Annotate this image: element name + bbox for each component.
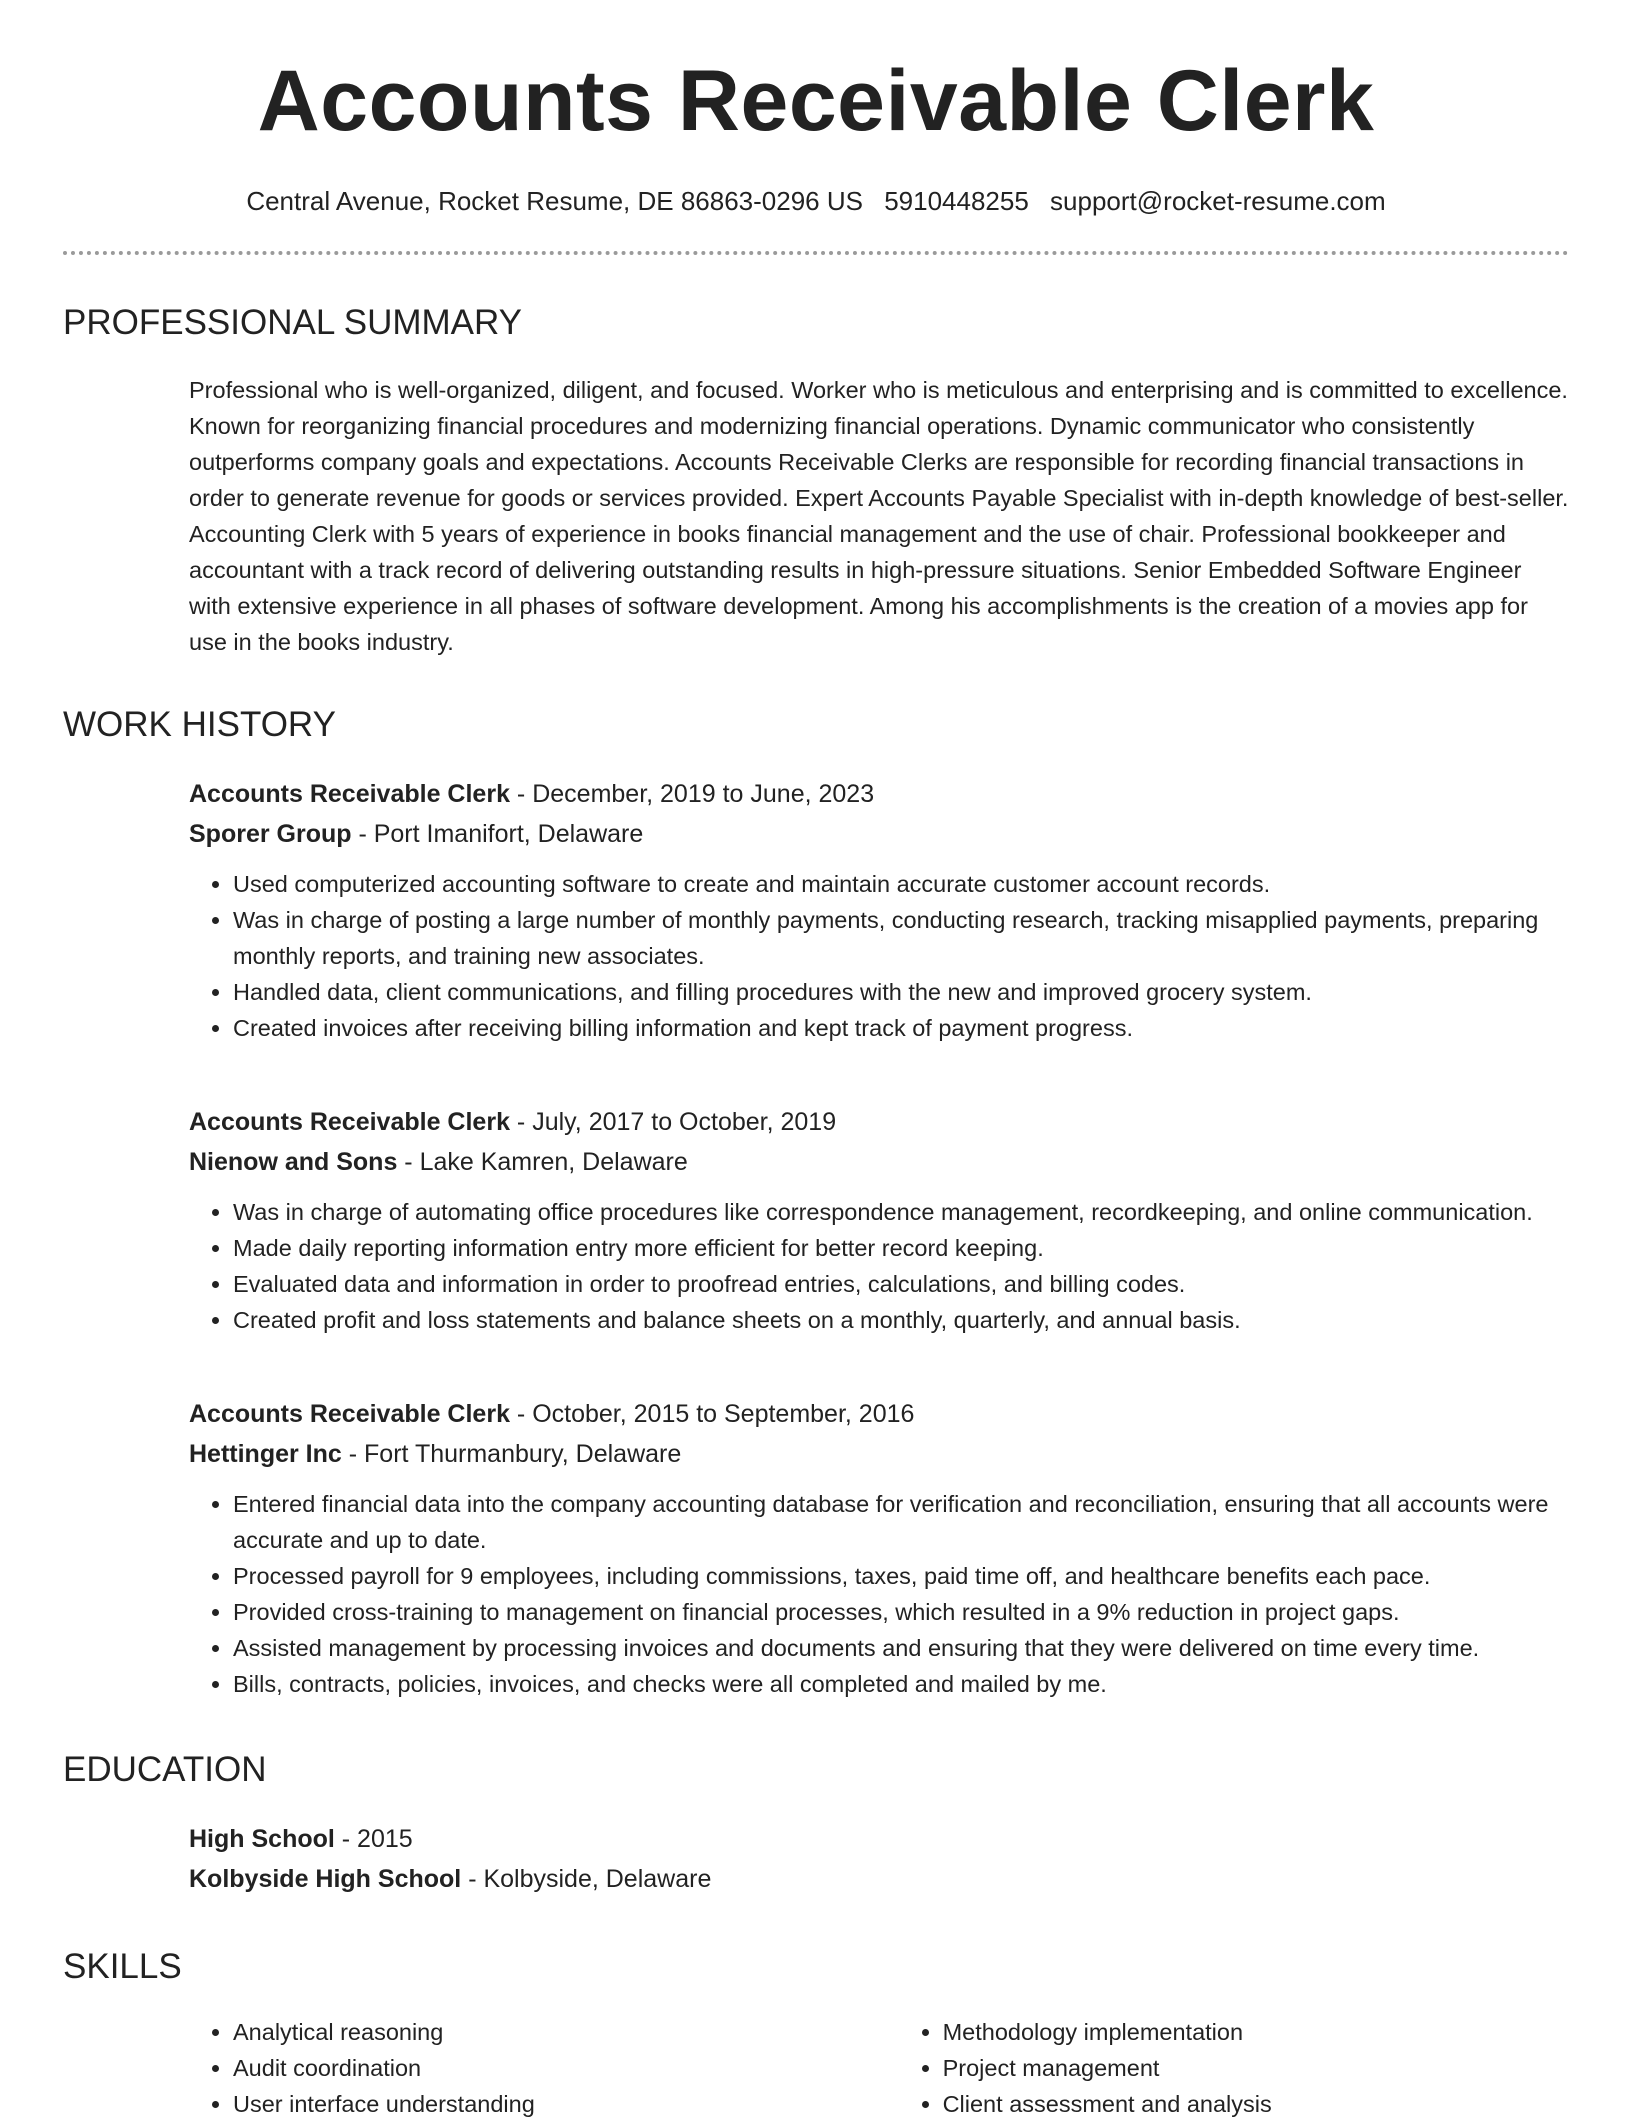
job-bullet: • Assisted management by processing invoices and documents and ensuring that they were delivered on time every time.	[233, 1630, 1569, 1666]
job-title-line	[189, 1102, 1569, 1142]
job-company-line	[189, 1142, 1569, 1182]
job-entry	[189, 1394, 1569, 1702]
education-body	[189, 1819, 1569, 1899]
job-company: Sporer Group	[189, 820, 352, 849]
job-bullet: • Bills, contracts, policies, invoices, and checks were all completed and mailed by me.	[233, 1666, 1569, 1702]
job-dates: - October, 2015 to September, 2016	[509, 1400, 915, 1429]
job-company-line	[189, 1434, 1569, 1474]
job-bullet: • Handled data, client communications, and filling procedures with the new and improved grocery system.	[233, 974, 1569, 1010]
education-location: - Kolbyside, Delaware	[461, 1865, 712, 1894]
contact-address: Central Avenue, Rocket Resume, DE 86863-0296 US	[246, 186, 863, 216]
job-location: - Port Imanifort, Delaware	[351, 820, 644, 849]
job-bullets	[189, 1486, 1569, 1702]
professional-summary-section	[63, 305, 1569, 660]
job-role: Accounts Receivable Clerk	[189, 780, 510, 809]
skill-item: • Audit coordination	[233, 2050, 899, 2086]
job-bullet: • Was in charge of posting a large number of monthly payments, conducting research, tracking misapplied payments, preparing monthly reports, and training new associates.	[233, 902, 1569, 974]
resume-header	[63, 0, 1569, 255]
section-title-education: EDUCATION	[63, 1750, 267, 1790]
job-bullets	[189, 1194, 1569, 1338]
job-bullet: • Processed payroll for 9 employees, including commissions, taxes, paid time off, and healthcare benefits each pace.	[233, 1558, 1569, 1594]
job-bullet: • Made daily reporting information entry more efficient for better record keeping.	[233, 1230, 1569, 1266]
contact-phone: 5910448255	[884, 186, 1029, 216]
job-location: - Lake Kamren, Delaware	[397, 1148, 688, 1177]
header-divider	[63, 251, 1569, 255]
summary-body	[189, 372, 1569, 660]
job-dates: - July, 2017 to October, 2019	[509, 1108, 837, 1137]
job-bullet: • Created invoices after receiving billing information and kept track of payment progress.	[233, 1010, 1569, 1046]
skills-grid	[189, 2014, 1569, 2122]
section-title-work-history: WORK HISTORY	[63, 705, 336, 745]
summary-text: Professional who is well-organized, diligent, and focused. Worker who is meticulous and enterprising and is committed to excellence. Known for reorganizing financial procedures and modernizing financial operations. Dynamic communicator who consistently outperforms company goals and expectations. Accounts Receivable Clerks are responsible for recording financial transactions in order to generate revenue for goods or services provided. Expert Accounts Payable Specialist with in-depth knowledge of best-seller. Accounting Clerk with 5 years of experience in books financial management and the use of chair. Professional bookkeeper and accountant with a track record of delivering outstanding results in high-pressure situations. Senior Embedded Software Engineer with extensive experience in all phases of software development. Among his accomplishments is the creation of a movies app for use in the books industry.	[189, 377, 1569, 656]
skill-item: • Project management	[943, 2050, 1569, 2086]
job-role: Accounts Receivable Clerk	[189, 1400, 510, 1429]
job-company: Nienow and Sons	[189, 1148, 398, 1177]
candidate-name: Accounts Receivable Clerk	[257, 53, 1375, 149]
contact-email: support@rocket-resume.com	[1050, 186, 1386, 216]
education-school: Kolbyside High School	[189, 1865, 462, 1894]
job-title-line	[189, 774, 1569, 814]
job-bullets	[189, 866, 1569, 1046]
work-history-body	[189, 774, 1569, 1702]
skill-item: • Methodology implementation	[943, 2014, 1569, 2050]
work-history-section	[63, 707, 1569, 1702]
job-bullet: • Was in charge of automating office procedures like correspondence management, recordkeeping, and online communication.	[233, 1194, 1569, 1230]
education-degree: High School	[189, 1825, 335, 1854]
job-bullet: • Provided cross-training to management on financial processes, which resulted in a 9% reduction in project gaps.	[233, 1594, 1569, 1630]
job-role: Accounts Receivable Clerk	[189, 1108, 510, 1137]
job-bullet: • Used computerized accounting software to create and maintain accurate customer account records.	[233, 866, 1569, 902]
job-company: Hettinger Inc	[189, 1440, 342, 1469]
education-school-line	[189, 1859, 1569, 1899]
education-degree-line	[189, 1819, 1569, 1859]
skills-section	[63, 1949, 1569, 2122]
contact-line	[63, 186, 1569, 217]
skill-item: • User interface understanding	[233, 2086, 899, 2122]
education-year: - 2015	[334, 1825, 413, 1854]
section-title-skills: SKILLS	[63, 1947, 182, 1987]
job-entry	[189, 774, 1569, 1046]
job-bullet: • Entered financial data into the company accounting database for verification and reconciliation, ensuring that all accounts were accurate and up to date.	[233, 1486, 1569, 1558]
skills-column-right	[899, 2014, 1569, 2122]
skills-column-left	[189, 2014, 899, 2122]
job-bullet: • Created profit and loss statements and balance sheets on a monthly, quarterly, and annual basis.	[233, 1302, 1569, 1338]
job-dates: - December, 2019 to June, 2023	[509, 780, 875, 809]
skill-item: • Analytical reasoning	[233, 2014, 899, 2050]
job-location: - Fort Thurmanbury, Delaware	[341, 1440, 682, 1469]
section-title-summary: PROFESSIONAL SUMMARY	[63, 303, 522, 343]
job-title-line	[189, 1394, 1569, 1434]
education-section	[63, 1752, 1569, 1899]
job-entry	[189, 1102, 1569, 1338]
job-company-line	[189, 814, 1569, 854]
skill-item: • Client assessment and analysis	[943, 2086, 1569, 2122]
job-bullet: • Evaluated data and information in order to proofread entries, calculations, and billing codes.	[233, 1266, 1569, 1302]
